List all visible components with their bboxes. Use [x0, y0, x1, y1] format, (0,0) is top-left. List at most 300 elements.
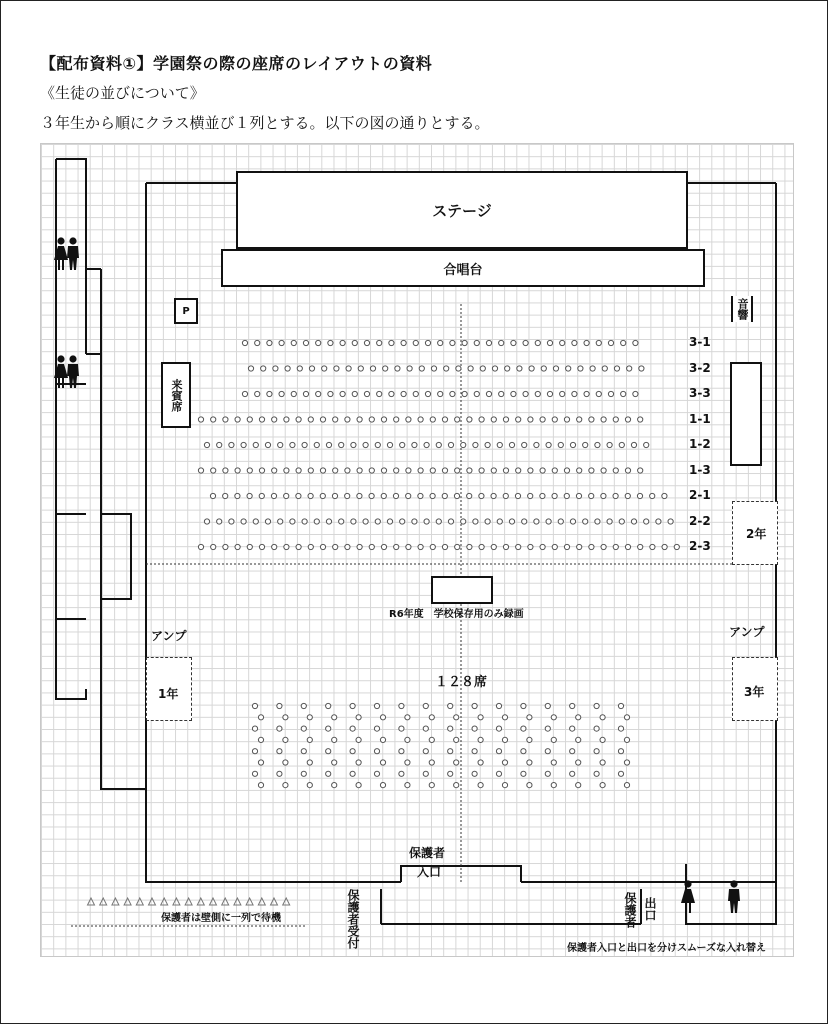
seat	[357, 417, 362, 422]
seat	[405, 783, 410, 788]
seat	[627, 366, 632, 371]
seat	[252, 703, 257, 708]
seat	[479, 544, 484, 549]
waiting-mark	[234, 898, 241, 905]
seat	[302, 442, 307, 447]
seat	[534, 442, 539, 447]
seat	[624, 760, 629, 765]
seat	[217, 519, 222, 524]
recording-label: R6年度 学校保存用のみ録画	[389, 609, 524, 620]
seat	[491, 544, 496, 549]
seat	[381, 417, 386, 422]
seat	[377, 340, 382, 345]
seat	[491, 493, 496, 498]
seat	[356, 760, 361, 765]
seat	[558, 519, 563, 524]
seat	[528, 544, 533, 549]
seat	[448, 703, 453, 708]
seat	[566, 366, 571, 371]
seat	[454, 760, 459, 765]
seat	[474, 391, 479, 396]
seat	[454, 737, 459, 742]
seat	[242, 391, 247, 396]
seat	[248, 366, 253, 371]
seat	[551, 760, 556, 765]
seat	[624, 783, 629, 788]
seat	[479, 468, 484, 473]
seat	[412, 519, 417, 524]
grade3-label: 3年	[744, 685, 765, 699]
seat	[472, 726, 477, 731]
seat	[496, 703, 501, 708]
seat	[198, 544, 203, 549]
seat	[352, 340, 357, 345]
seat	[625, 417, 630, 422]
seat	[283, 783, 288, 788]
seat	[429, 783, 434, 788]
seat	[462, 391, 467, 396]
seat	[613, 417, 618, 422]
seat	[523, 340, 528, 345]
waiting-mark	[246, 898, 253, 905]
seat	[217, 442, 222, 447]
seat	[535, 391, 540, 396]
seat	[578, 366, 583, 371]
seat	[442, 493, 447, 498]
seat	[241, 442, 246, 447]
seat	[456, 366, 461, 371]
seat	[576, 493, 581, 498]
seat	[545, 703, 550, 708]
seat	[485, 442, 490, 447]
seat	[283, 760, 288, 765]
seat	[258, 737, 263, 742]
seat	[211, 544, 216, 549]
seat	[662, 493, 667, 498]
seat	[307, 715, 312, 720]
seat	[358, 366, 363, 371]
seat	[333, 468, 338, 473]
seat	[502, 783, 507, 788]
seat	[478, 737, 483, 742]
seat	[570, 726, 575, 731]
seat	[521, 771, 526, 776]
seat	[607, 519, 612, 524]
seat	[430, 493, 435, 498]
row-label: 1-1	[689, 411, 711, 426]
seat	[210, 493, 215, 498]
seat	[345, 468, 350, 473]
seat	[497, 442, 502, 447]
seat	[503, 493, 508, 498]
seat	[284, 468, 289, 473]
page-subtitle: 《生徒の並びについて》	[40, 84, 205, 102]
seat	[450, 340, 455, 345]
seat	[553, 366, 558, 371]
seat	[633, 340, 638, 345]
seat	[638, 468, 643, 473]
seat	[350, 771, 355, 776]
seat	[235, 417, 240, 422]
seat	[332, 715, 337, 720]
recording-spot	[431, 576, 493, 604]
seat	[198, 468, 203, 473]
seat	[223, 417, 228, 422]
seat	[570, 442, 575, 447]
seat	[255, 340, 260, 345]
seat	[624, 715, 629, 720]
seat	[438, 391, 443, 396]
seat	[486, 340, 491, 345]
seat	[448, 519, 453, 524]
seat	[279, 391, 284, 396]
seat	[564, 493, 569, 498]
seat	[380, 783, 385, 788]
seat	[467, 544, 472, 549]
seat	[291, 391, 296, 396]
seat	[364, 391, 369, 396]
seat	[326, 771, 331, 776]
seat	[235, 493, 240, 498]
seat	[503, 544, 508, 549]
seat	[596, 340, 601, 345]
seat	[502, 737, 507, 742]
seat	[547, 391, 552, 396]
seat	[480, 366, 485, 371]
seat	[296, 493, 301, 498]
seat	[639, 366, 644, 371]
seat	[252, 771, 257, 776]
seat	[534, 519, 539, 524]
seat	[638, 417, 643, 422]
seat	[314, 519, 319, 524]
page-title: 【配布資料①】学園祭の際の座席のレイアウトの資料	[40, 54, 433, 73]
waiting-mark	[222, 898, 229, 905]
seat	[577, 417, 582, 422]
seat	[407, 366, 412, 371]
seat	[472, 771, 477, 776]
row-label: 3-2	[689, 360, 711, 375]
seat	[547, 340, 552, 345]
seat	[247, 544, 252, 549]
seat	[551, 715, 556, 720]
seat	[326, 726, 331, 731]
seat	[601, 493, 606, 498]
seat	[419, 366, 424, 371]
seat	[492, 366, 497, 371]
seat	[601, 417, 606, 422]
seat	[370, 366, 375, 371]
seat	[499, 391, 504, 396]
seat	[418, 493, 423, 498]
parents-entrance-label-1: 保護者	[409, 846, 446, 860]
seat	[594, 771, 599, 776]
seat	[345, 493, 350, 498]
seat	[621, 340, 626, 345]
seat	[496, 771, 501, 776]
seat	[418, 544, 423, 549]
row-label: 2-2	[689, 513, 711, 528]
seat	[301, 703, 306, 708]
seat	[405, 715, 410, 720]
seat	[322, 366, 327, 371]
waiting-mark	[88, 898, 95, 905]
seat	[509, 519, 514, 524]
seat	[308, 544, 313, 549]
waiting-mark	[100, 898, 107, 905]
seat	[589, 417, 594, 422]
seat	[303, 391, 308, 396]
seat	[284, 493, 289, 498]
seat	[430, 544, 435, 549]
seat	[399, 749, 404, 754]
seat	[326, 703, 331, 708]
seat	[350, 749, 355, 754]
seat	[608, 391, 613, 396]
seat	[621, 391, 626, 396]
seat	[247, 493, 252, 498]
seat	[572, 391, 577, 396]
seat	[478, 715, 483, 720]
seat	[296, 417, 301, 422]
seat	[389, 340, 394, 345]
wait-note: 保護者は壁側に一列で待機	[161, 913, 281, 924]
seat	[381, 544, 386, 549]
seat	[272, 417, 277, 422]
seat	[290, 519, 295, 524]
seat	[619, 519, 624, 524]
seat	[600, 783, 605, 788]
waiting-mark	[197, 898, 204, 905]
seat	[491, 468, 496, 473]
seat	[515, 493, 520, 498]
seat	[425, 391, 430, 396]
seat	[461, 519, 466, 524]
seat	[638, 544, 643, 549]
seat	[668, 519, 673, 524]
seat	[265, 442, 270, 447]
seat	[241, 519, 246, 524]
seat	[486, 391, 491, 396]
seat	[345, 544, 350, 549]
seat	[468, 366, 473, 371]
seat	[308, 468, 313, 473]
seat	[400, 442, 405, 447]
waiting-mark	[258, 898, 265, 905]
seat	[600, 760, 605, 765]
seat	[314, 442, 319, 447]
seat	[625, 493, 630, 498]
seat	[383, 366, 388, 371]
seat-count: １２８席	[435, 675, 488, 690]
seat	[576, 760, 581, 765]
seat	[474, 340, 479, 345]
seat	[352, 391, 357, 396]
seat	[279, 340, 284, 345]
seat	[522, 519, 527, 524]
seat	[473, 442, 478, 447]
seat	[613, 544, 618, 549]
seat	[258, 715, 263, 720]
seat	[442, 417, 447, 422]
seat	[516, 468, 521, 473]
seat	[259, 493, 264, 498]
seat	[418, 468, 423, 473]
seat	[545, 726, 550, 731]
seat	[552, 468, 557, 473]
seat	[413, 340, 418, 345]
seat	[527, 737, 532, 742]
seat	[467, 468, 472, 473]
seat	[467, 417, 472, 422]
grade2-label: 2年	[746, 527, 767, 541]
seat	[546, 519, 551, 524]
seat	[584, 340, 589, 345]
seat	[309, 366, 314, 371]
seat	[328, 391, 333, 396]
seat	[303, 340, 308, 345]
waiting-mark	[185, 898, 192, 905]
seat	[423, 726, 428, 731]
seat	[346, 366, 351, 371]
row-label: 2-1	[689, 488, 711, 502]
seat	[340, 391, 345, 396]
seat	[577, 544, 582, 549]
seat	[278, 442, 283, 447]
seat	[308, 417, 313, 422]
seat	[601, 468, 606, 473]
seat	[258, 783, 263, 788]
seat	[596, 391, 601, 396]
seat	[381, 493, 386, 498]
seat	[357, 544, 362, 549]
seat	[509, 442, 514, 447]
seat	[527, 760, 532, 765]
p-mark: P	[174, 298, 198, 324]
seat	[644, 442, 649, 447]
seat	[644, 519, 649, 524]
seat	[211, 468, 216, 473]
seat	[223, 468, 228, 473]
seat	[316, 391, 321, 396]
seat	[340, 340, 345, 345]
seat	[522, 442, 527, 447]
seat	[277, 771, 282, 776]
seat	[429, 715, 434, 720]
seat	[545, 771, 550, 776]
seat	[247, 468, 252, 473]
seat	[589, 493, 594, 498]
seat	[576, 783, 581, 788]
seat	[436, 442, 441, 447]
seat	[374, 749, 379, 754]
seat	[541, 366, 546, 371]
seat	[485, 519, 490, 524]
seat	[425, 340, 430, 345]
seat	[406, 493, 411, 498]
seat	[455, 544, 460, 549]
seat	[401, 391, 406, 396]
seat	[381, 468, 386, 473]
seat	[589, 544, 594, 549]
seat	[369, 417, 374, 422]
seat	[198, 417, 203, 422]
seat	[424, 519, 429, 524]
seat	[528, 468, 533, 473]
seat	[442, 468, 447, 473]
sound-label: 音響	[731, 296, 753, 322]
seat	[259, 468, 264, 473]
seat	[301, 726, 306, 731]
parents-entrance-label-2: 入口	[417, 865, 442, 879]
waiting-mark	[136, 898, 143, 905]
seat	[521, 726, 526, 731]
seat	[375, 519, 380, 524]
seat	[413, 391, 418, 396]
seat	[600, 715, 605, 720]
seat	[380, 737, 385, 742]
seat	[528, 417, 533, 422]
waiting-mark	[149, 898, 156, 905]
seat	[497, 519, 502, 524]
seat	[618, 726, 623, 731]
seat	[491, 417, 496, 422]
seat	[278, 519, 283, 524]
man-icon	[728, 880, 740, 913]
seat	[320, 544, 325, 549]
seat	[564, 417, 569, 422]
seat	[387, 442, 392, 447]
seat	[499, 340, 504, 345]
seat	[560, 391, 565, 396]
seat	[351, 519, 356, 524]
seat	[356, 715, 361, 720]
seat	[473, 519, 478, 524]
seat	[448, 442, 453, 447]
waiting-mark	[283, 898, 290, 905]
waiting-mark	[112, 898, 119, 905]
seat	[374, 726, 379, 731]
seat	[618, 771, 623, 776]
seat	[350, 726, 355, 731]
seat	[399, 703, 404, 708]
seat	[405, 737, 410, 742]
seat	[364, 340, 369, 345]
seat	[267, 340, 272, 345]
seat	[401, 340, 406, 345]
seat	[511, 340, 516, 345]
seat	[252, 726, 257, 731]
seat	[356, 737, 361, 742]
seat	[369, 468, 374, 473]
seat	[356, 783, 361, 788]
seat	[307, 783, 312, 788]
seat	[521, 749, 526, 754]
seat	[211, 417, 216, 422]
seat	[472, 703, 477, 708]
guest-seat: 来賓席	[161, 362, 191, 428]
seat	[577, 468, 582, 473]
seat	[625, 468, 630, 473]
seat	[517, 366, 522, 371]
waiting-mark	[271, 898, 278, 905]
seat	[394, 417, 399, 422]
seat	[320, 493, 325, 498]
seat	[478, 760, 483, 765]
seat	[406, 544, 411, 549]
seat	[259, 544, 264, 549]
seat	[454, 493, 459, 498]
